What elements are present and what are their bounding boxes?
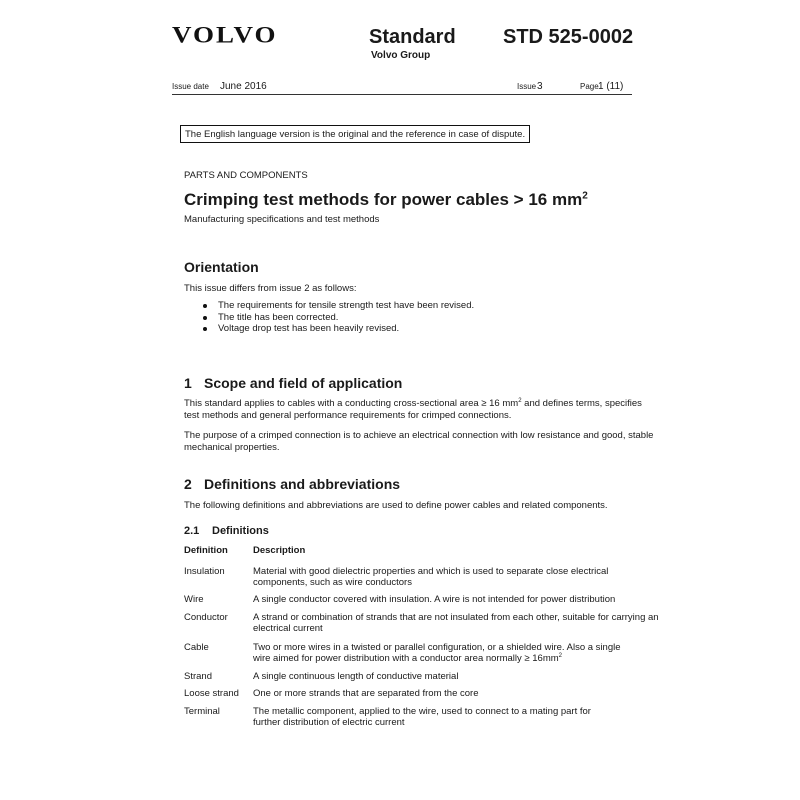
issue-date-label: Issue date <box>172 82 209 91</box>
orientation-intro: This issue differs from issue 2 as follows: <box>184 283 357 294</box>
definition-description <box>253 688 673 699</box>
volvo-logo: VOLVO <box>172 22 278 48</box>
subsection-title: Definitions <box>212 525 269 537</box>
description-line: The metallic component, applied to the wire, used to connect to a mating part for <box>253 706 591 717</box>
definition-term: Terminal <box>184 706 220 717</box>
section-number: 2 <box>184 476 192 492</box>
list-item-text: Voltage drop test has been heavily revised. <box>218 323 400 334</box>
bullet-icon <box>203 304 207 308</box>
issue-date: June 2016 <box>220 81 267 92</box>
issue-label: Issue <box>517 82 537 91</box>
language-notice: The English language version is the original and the reference in case of dispute. <box>180 125 530 143</box>
document-title-superscript: 2 <box>582 190 588 202</box>
superscript: 2 <box>558 652 562 659</box>
description-line <box>253 653 673 664</box>
subsection-2-1-heading <box>184 525 269 537</box>
section-1-paragraph-1-line-2: test methods and general performance requirements for crimped connections. <box>184 410 512 421</box>
description-line: components, such as wire conductors <box>253 577 412 588</box>
description-line: A strand or combination of strands that are not insulated from each other, suitable for carrying an <box>253 612 659 623</box>
text-run: and defines terms, specifies <box>521 398 642 409</box>
column-header-description: Description <box>253 545 306 556</box>
description-line: electrical current <box>253 623 323 634</box>
definition-term: Strand <box>184 671 212 682</box>
bullet-icon <box>203 327 207 331</box>
doc-type: Standard <box>369 26 456 48</box>
definition-description <box>253 642 673 664</box>
section-2-intro: The following definitions and abbreviations are used to define power cables and related components. <box>184 500 608 511</box>
list-item-text: The title has been corrected. <box>218 311 339 323</box>
subsection-number: 2.1 <box>184 525 200 537</box>
description-line: One or more strands that are separated from the core <box>253 688 479 699</box>
orientation-bullet-list <box>200 300 474 335</box>
column-header-definition: Definition <box>184 545 228 556</box>
definition-term: Wire <box>184 594 204 605</box>
description-line: Material with good dielectric properties and which is used to separate close electrical <box>253 566 609 577</box>
page-number: 1 (11) <box>598 81 624 92</box>
definition-description <box>253 594 673 605</box>
organization: Volvo Group <box>371 50 431 61</box>
list-item <box>200 323 474 335</box>
category: PARTS AND COMPONENTS <box>184 170 308 181</box>
document-title-text: Crimping test methods for power cables > 16 mm <box>184 190 583 209</box>
list-item <box>200 312 474 324</box>
document-subtitle: Manufacturing specifications and test methods <box>184 214 380 225</box>
header-divider <box>172 94 632 95</box>
page-label: Page <box>580 82 599 91</box>
section-1-paragraph-1-line-1 <box>184 398 642 410</box>
section-1-paragraph-2-line-2: mechanical properties. <box>184 442 280 453</box>
issue-number: 3 <box>537 81 543 92</box>
description-line: Two or more wires in a twisted or parallel configuration, or a shielded wire. Also a single <box>253 642 621 653</box>
section-1-heading <box>184 375 402 391</box>
section-title: Scope and field of application <box>204 375 403 391</box>
definition-term: Conductor <box>184 612 228 623</box>
bullet-icon <box>203 316 207 320</box>
description-line: A single conductor covered with insulation. A wire is not intended for power distribution <box>253 594 616 605</box>
section-title: Definitions and abbreviations <box>204 476 401 492</box>
orientation-heading: Orientation <box>184 259 259 275</box>
definition-description <box>253 671 673 682</box>
section-1-paragraph-2-line-1: The purpose of a crimped connection is to achieve an electrical connection with low resistance and good, stable <box>184 430 654 441</box>
superscript: 2 <box>518 397 522 404</box>
definition-description <box>253 612 673 634</box>
description-line: further distribution of electric current <box>253 717 405 728</box>
text-run: This standard applies to cables with a conducting cross-sectional area ≥ 16 mm <box>184 398 519 409</box>
doc-number: STD 525-0002 <box>503 26 634 48</box>
definition-description <box>253 706 673 728</box>
list-item <box>200 300 474 312</box>
description-line: A single continuous length of conductive material <box>253 671 459 682</box>
section-number: 1 <box>184 375 192 391</box>
definition-description <box>253 566 673 588</box>
section-2-heading <box>184 476 400 492</box>
text-run: wire aimed for power distribution with a conductor area normally ≥ 16mm <box>253 653 559 664</box>
definition-term: Insulation <box>184 566 225 577</box>
definition-term: Cable <box>184 642 209 653</box>
document-title <box>184 190 588 210</box>
definition-term: Loose strand <box>184 688 239 699</box>
list-item-text: The requirements for tensile strength test have been revised. <box>218 300 475 311</box>
